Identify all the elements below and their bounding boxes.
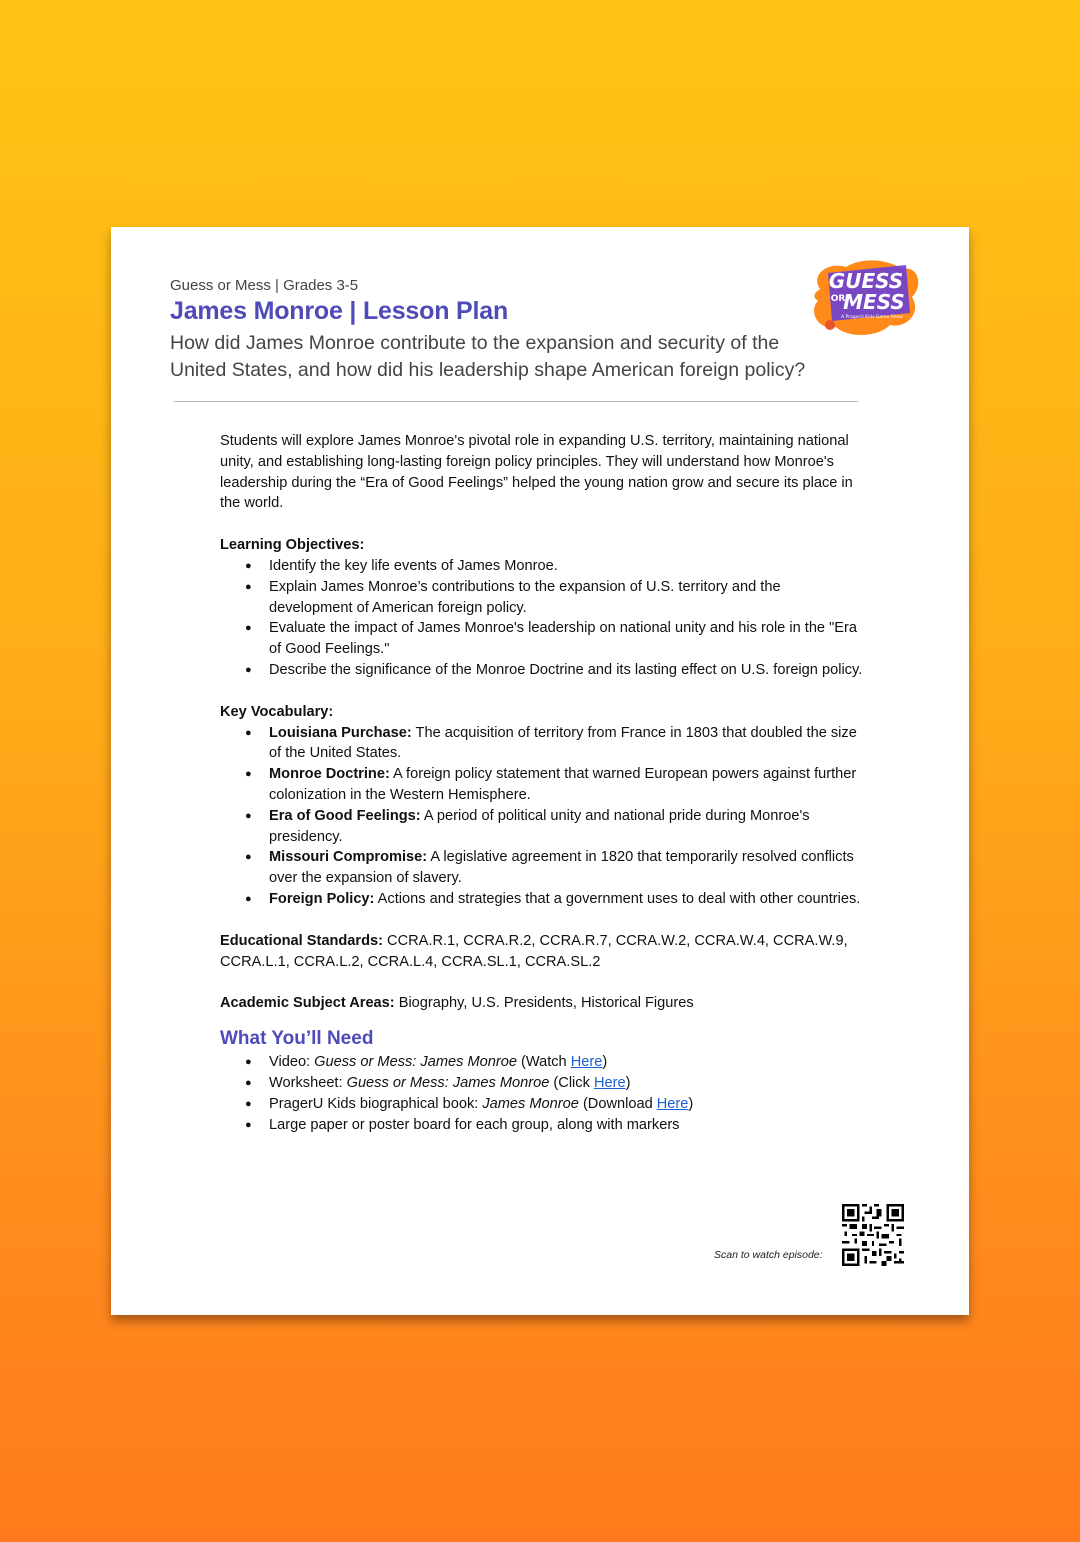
item-suffix: ) (602, 1054, 608, 1071)
download-book-link[interactable]: Here (656, 1095, 689, 1112)
logo-line2: OR (830, 294, 846, 304)
list-item: ● Evaluate the impact of James Monroe's leadership on national unity and his role in the "Era of Good Feelings." (220, 618, 865, 660)
essential-question: How did James Monroe contribute to the expansion and security of the United States, and how did his leadership shape American foreign policy? (170, 332, 806, 381)
item-title: Guess or Mess: James Monroe (346, 1074, 550, 1091)
list-item (220, 1094, 865, 1115)
vocab-definition: A legislative agreement in 1820 that temporarily resolved conflicts over the expansion of slavery. (269, 849, 854, 887)
vocab-term: Monroe Doctrine: (269, 766, 390, 783)
needs-list (220, 1052, 865, 1135)
standards-line (220, 931, 865, 973)
vocabulary-list (220, 723, 865, 910)
item-prefix: Worksheet: (269, 1074, 347, 1091)
item-prefix: PragerU Kids biographical book: (269, 1095, 483, 1112)
vocab-term: Louisiana Purchase: (269, 724, 412, 741)
list-item (220, 889, 865, 910)
logo-line3: MESS (843, 290, 905, 314)
list-item (220, 1052, 865, 1073)
page-title: James Monroe | Lesson Plan (170, 297, 509, 325)
item-mid: (Watch (516, 1054, 571, 1071)
lesson-plan-page (111, 227, 969, 1315)
vocabulary-heading: Key Vocabulary: (220, 703, 334, 720)
scan-caption: Scan to watch episode: (714, 1249, 823, 1261)
vocab-definition: A period of political unity and national pride during Monroe's presidency. (269, 807, 810, 845)
item-suffix: ) (625, 1074, 631, 1091)
subjects-line (220, 993, 865, 1014)
item-suffix: ) (688, 1095, 694, 1112)
needs-heading: What You’ll Need (220, 1028, 374, 1050)
qr-code-icon[interactable] (842, 1204, 904, 1266)
logo-line1: GUESS (828, 269, 904, 293)
list-item (220, 723, 865, 765)
objectives-list (220, 556, 865, 681)
list-item: ● Describe the significance of the Monroe Doctrine and its lasting effect on U.S. foreign policy. (220, 660, 865, 681)
list-item (220, 1073, 865, 1094)
item-title: Guess or Mess: James Monroe (314, 1054, 517, 1071)
subjects-value: Biography, U.S. Presidents, Historical Figures (394, 995, 694, 1012)
watch-video-link[interactable]: Here (570, 1054, 603, 1071)
vocab-definition: Actions and strategies that a government uses to deal with other countries. (374, 890, 861, 907)
vocab-term: Era of Good Feelings: (269, 807, 421, 824)
vocab-term: Foreign Policy: (269, 890, 375, 907)
vocab-term: Missouri Compromise: (269, 849, 428, 866)
guess-or-mess-logo (806, 255, 922, 341)
subjects-label: Academic Subject Areas: (220, 995, 395, 1012)
list-item (220, 847, 865, 889)
objectives-heading: Learning Objectives: (220, 537, 365, 554)
list-item (220, 806, 865, 848)
item-mid: (Download (578, 1095, 657, 1112)
item-prefix: Video: (269, 1054, 315, 1071)
standards-label: Educational Standards: (220, 932, 383, 949)
worksheet-link[interactable]: Here (593, 1074, 626, 1091)
standards-value: CCRA.R.1, CCRA.R.2, CCRA.R.7, CCRA.W.2, CCRA.W.4, CCRA.W.9, CCRA.L.1, CCRA.L.2, CCRA.L.4, CCRA.SL.1, CCRA.SL.2 (220, 932, 848, 970)
list-item (220, 764, 865, 806)
logo-tagline: A PragerU Kids Game Show (841, 315, 903, 320)
header-divider (174, 401, 858, 402)
lesson-body (220, 431, 865, 1135)
vocab-definition: A foreign policy statement that warned European powers against further colonization in the Western Hemisphere. (269, 766, 857, 803)
list-item: ● Identify the key life events of James Monroe. (220, 556, 865, 577)
item-mid: (Click (549, 1074, 594, 1091)
item-title: James Monroe (482, 1095, 579, 1112)
list-item: ● Large paper or poster board for each group, along with markers (220, 1115, 865, 1136)
list-item: ● Explain James Monroe’s contributions to the expansion of U.S. territory and the development of American foreign policy. (220, 577, 865, 619)
intro-paragraph: Students will explore James Monroe's pivotal role in expanding U.S. territory, maintaining national unity, and establishing long-lasting foreign policy principles. They will understand how Monroe's leadership during the “Era of Good Feelings” helped the young nation grow and secure its place in the world. (220, 433, 853, 512)
vocab-definition: The acquisition of territory from France in 1803 that doubled the size of the United States. (269, 724, 857, 762)
series-grade-label: Guess or Mess | Grades 3-5 (170, 277, 359, 294)
